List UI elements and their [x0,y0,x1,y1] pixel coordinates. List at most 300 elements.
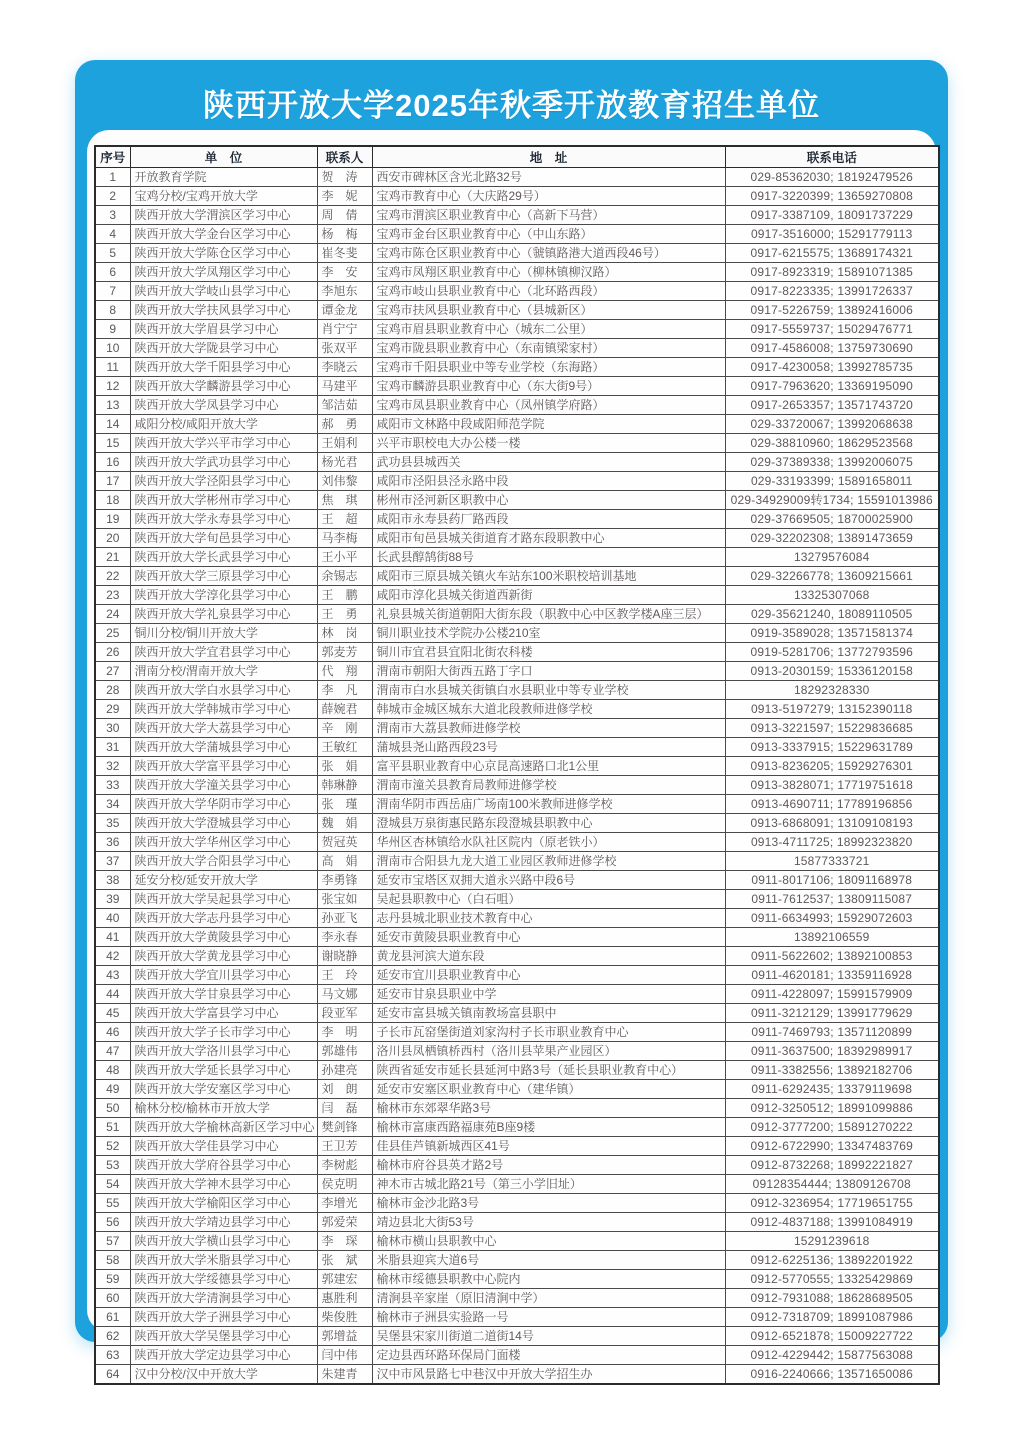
phone: 0917-4230058; 13992785735 [725,358,939,377]
unit-name: 陕西开放大学横山县学习中心 [130,1232,317,1251]
phone: 0912-3250512; 18991099886 [725,1099,939,1118]
phone: 0911-6634993; 15929072603 [725,909,939,928]
row-number: 22 [95,567,130,586]
row-number: 55 [95,1194,130,1213]
address: 渭南市大荔县教师进修学校 [372,719,725,738]
address: 米脂县迎宾大道6号 [372,1251,725,1270]
row-number: 31 [95,738,130,757]
contact-name: 邹洁茹 [317,396,372,415]
phone: 029-32266778; 13609215661 [725,567,939,586]
unit-name: 铜川分校/铜川开放大学 [130,624,317,643]
contact-name: 樊剑锋 [317,1118,372,1137]
phone: 0911-8017106; 18091168978 [725,871,939,890]
phone: 029-37389338; 13992006075 [725,453,939,472]
row-number: 20 [95,529,130,548]
table-body [95,168,939,1385]
row-number: 28 [95,681,130,700]
unit-name: 陕西开放大学榆阳区学习中心 [130,1194,317,1213]
phone: 13279576084 [725,548,939,567]
row-number: 9 [95,320,130,339]
phone: 0917-2653357; 13571743720 [725,396,939,415]
row-number: 11 [95,358,130,377]
address: 宝鸡市凤翔区职业教育中心（柳林镇柳汉路） [372,263,725,282]
address: 宝鸡市扶风县职业教育中心（县城新区） [372,301,725,320]
address: 咸阳市泾阳县泾永路中段 [372,472,725,491]
table-row [95,985,939,1004]
table-row [95,1099,939,1118]
unit-name: 陕西开放大学岐山县学习中心 [130,282,317,301]
unit-name: 陕西开放大学黄龙县学习中心 [130,947,317,966]
phone: 0919-3589028; 13571581374 [725,624,939,643]
table-row [95,244,939,263]
address: 富平县职业教育中心京昆高速路口北1公里 [372,757,725,776]
unit-name: 陕西开放大学凤翔区学习中心 [130,263,317,282]
unit-name: 榆林分校/榆林市开放大学 [130,1099,317,1118]
phone: 0912-7931088; 18628689505 [725,1289,939,1308]
phone: 0911-3212129; 13991779629 [725,1004,939,1023]
row-number: 48 [95,1061,130,1080]
unit-name: 陕西开放大学府谷县学习中心 [130,1156,317,1175]
table-row [95,377,939,396]
contact-name: 林 岗 [317,624,372,643]
unit-name: 陕西开放大学华阴市学习中心 [130,795,317,814]
contact-name: 高 娟 [317,852,372,871]
row-number: 45 [95,1004,130,1023]
address: 延安市富县城关镇南教场富县职中 [372,1004,725,1023]
row-number: 14 [95,415,130,434]
contact-name: 李 安 [317,263,372,282]
unit-name: 陕西开放大学富平县学习中心 [130,757,317,776]
address: 蒲城县尧山路西段23号 [372,738,725,757]
table-panel [87,130,936,1381]
unit-name: 陕西开放大学韩城市学习中心 [130,700,317,719]
phone: 0913-3221597; 15229836685 [725,719,939,738]
table-row [95,396,939,415]
phone: 0911-5622602; 13892100853 [725,947,939,966]
phone: 029-32202308; 13891473659 [725,529,939,548]
address: 武功县县城西关 [372,453,725,472]
contact-name: 朱建青 [317,1365,372,1385]
row-number: 16 [95,453,130,472]
table-row [95,852,939,871]
row-number: 13 [95,396,130,415]
phone: 0913-6868091; 13109108193 [725,814,939,833]
address: 榆林市府谷县英才路2号 [372,1156,725,1175]
table-header-row [95,146,939,168]
table-row [95,1232,939,1251]
address: 榆林市子洲县实验路一号 [372,1308,725,1327]
phone: 0917-3387109, 18091737229 [725,206,939,225]
contact-name: 李勇锋 [317,871,372,890]
phone: 0913-4690711; 17789196856 [725,795,939,814]
contact-name: 王敏红 [317,738,372,757]
contact-name: 李旭东 [317,282,372,301]
contact-name: 魏 娟 [317,814,372,833]
table-row [95,225,939,244]
table-row [95,1004,939,1023]
unit-name: 陕西开放大学宜川县学习中心 [130,966,317,985]
address: 延安市安塞区职业教育中心（建华镇） [372,1080,725,1099]
phone: 029-33720067; 13992068638 [725,415,939,434]
unit-name: 陕西开放大学蒲城县学习中心 [130,738,317,757]
row-number: 7 [95,282,130,301]
phone: 0911-3637500; 18392989917 [725,1042,939,1061]
address: 长武县醇鹄街88号 [372,548,725,567]
unit-name: 渭南分校/渭南开放大学 [130,662,317,681]
unit-name: 陕西开放大学绥德县学习中心 [130,1270,317,1289]
contact-name: 张双平 [317,339,372,358]
row-number: 53 [95,1156,130,1175]
column-header-contact: 联系人 [317,146,372,168]
unit-name: 陕西开放大学洛川县学习中心 [130,1042,317,1061]
row-number: 33 [95,776,130,795]
table-row [95,358,939,377]
row-number: 8 [95,301,130,320]
unit-name: 陕西开放大学合阳县学习中心 [130,852,317,871]
contact-name: 郭增益 [317,1327,372,1346]
phone: 0917-7963620; 13369195090 [725,377,939,396]
row-number: 15 [95,434,130,453]
table-row [95,1156,939,1175]
row-number: 60 [95,1289,130,1308]
phone: 0917-3220399; 13659270808 [725,187,939,206]
address: 宝鸡市眉县职业教育中心（城东二公里） [372,320,725,339]
table-row [95,833,939,852]
contact-name: 谢晓静 [317,947,372,966]
address: 吴起县职教中心（白石咀） [372,890,725,909]
address: 宝鸡市陇县职业教育中心（东南镇梁家村） [372,339,725,358]
row-number: 34 [95,795,130,814]
contact-name: 李 凡 [317,681,372,700]
address: 佳县佳芦镇新城西区41号 [372,1137,725,1156]
table-row [95,757,939,776]
phone: 13892106559 [725,928,939,947]
table-row [95,719,939,738]
contact-name: 韩琳静 [317,776,372,795]
contact-name: 余锡志 [317,567,372,586]
row-number: 4 [95,225,130,244]
contact-name: 郝 勇 [317,415,372,434]
phone: 0912-4837188; 13991084919 [725,1213,939,1232]
address: 澄城县万泉街惠民路东段澄城县职教中心 [372,814,725,833]
row-number: 19 [95,510,130,529]
table-row [95,1061,939,1080]
phone: 0912-7318709; 18991087986 [725,1308,939,1327]
unit-name: 陕西开放大学宜君县学习中心 [130,643,317,662]
phone: 0912-4229442; 15877563088 [725,1346,939,1365]
column-header-unit: 单 位 [130,146,317,168]
address: 榆林市横山县职教中心 [372,1232,725,1251]
contact-name: 李永春 [317,928,372,947]
phone: 029-37669505; 18700025900 [725,510,939,529]
phone: 0916-2240666; 13571650086 [725,1365,939,1385]
row-number: 10 [95,339,130,358]
address: 华州区杏林镇给水队社区院内（原老铁小） [372,833,725,852]
table-row [95,947,939,966]
contact-name: 杨光君 [317,453,372,472]
unit-name: 陕西开放大学白水县学习中心 [130,681,317,700]
row-number: 50 [95,1099,130,1118]
table-row [95,282,939,301]
address: 咸阳市文林路中段咸阳师范学院 [372,415,725,434]
unit-name: 陕西开放大学武功县学习中心 [130,453,317,472]
address: 礼泉县城关街道朝阳大街东段（职教中心中区教学楼A座三层） [372,605,725,624]
address: 靖边县北大街53号 [372,1213,725,1232]
contact-name: 周 倩 [317,206,372,225]
table-row [95,1346,939,1365]
unit-name: 陕西开放大学旬邑县学习中心 [130,529,317,548]
unit-name: 陕西开放大学永寿县学习中心 [130,510,317,529]
contact-name: 郭雄伟 [317,1042,372,1061]
row-number: 56 [95,1213,130,1232]
unit-name: 咸阳分校/咸阳开放大学 [130,415,317,434]
table-row [95,1118,939,1137]
contact-name: 马文娜 [317,985,372,1004]
contact-name: 刘伟黎 [317,472,372,491]
unit-name: 陕西开放大学志丹县学习中心 [130,909,317,928]
unit-name: 延安分校/延安开放大学 [130,871,317,890]
table-row [95,1270,939,1289]
phone: 0917-4586008; 13759730690 [725,339,939,358]
table-row [95,567,939,586]
address: 渭南市潼关县教育局教师进修学校 [372,776,725,795]
contact-name: 王 玲 [317,966,372,985]
table-row [95,605,939,624]
table-row [95,700,939,719]
contact-name: 辛 刚 [317,719,372,738]
table-row [95,263,939,282]
unit-name: 陕西开放大学富县学习中心 [130,1004,317,1023]
address: 渭南市合阳县九龙大道工业园区教师进修学校 [372,852,725,871]
address: 志丹县城北职业技术教育中心 [372,909,725,928]
contact-name: 杨 梅 [317,225,372,244]
address: 黄龙县河滨大道东段 [372,947,725,966]
table-row [95,1137,939,1156]
contact-name: 马建平 [317,377,372,396]
phone: 0913-8236205; 15929276301 [725,757,939,776]
table-row [95,1213,939,1232]
contact-name: 马李梅 [317,529,372,548]
table-row [95,1175,939,1194]
contact-name: 王 超 [317,510,372,529]
row-number: 5 [95,244,130,263]
unit-name: 陕西开放大学千阳县学习中心 [130,358,317,377]
phone: 15291239618 [725,1232,939,1251]
phone: 0913-5197279; 13152390118 [725,700,939,719]
unit-name: 陕西开放大学彬州市学习中心 [130,491,317,510]
contact-name: 闫 磊 [317,1099,372,1118]
phone: 0917-8923319; 15891071385 [725,263,939,282]
contact-name: 贺 涛 [317,168,372,187]
row-number: 47 [95,1042,130,1061]
phone: 0919-5281706; 13772793596 [725,643,939,662]
contact-name: 李 妮 [317,187,372,206]
phone: 0913-2030159; 15336120158 [725,662,939,681]
table-row [95,472,939,491]
unit-name: 陕西开放大学三原县学习中心 [130,567,317,586]
table-row [95,1365,939,1385]
address: 宝鸡市麟游县职业教育中心（东大街9号） [372,377,725,396]
unit-name: 汉中分校/汉中开放大学 [130,1365,317,1385]
row-number: 35 [95,814,130,833]
unit-name: 陕西开放大学潼关县学习中心 [130,776,317,795]
phone: 18292328330 [725,681,939,700]
phone: 0912-3236954; 17719651755 [725,1194,939,1213]
address: 西安市碑林区含光北路32号 [372,168,725,187]
unit-name: 陕西开放大学黄陵县学习中心 [130,928,317,947]
table-row [95,776,939,795]
address: 咸阳市淳化县城关街道西新街 [372,586,725,605]
column-header-index: 序号 [95,146,130,168]
row-number: 12 [95,377,130,396]
page-title: 陕西开放大学2025年秋季开放教育招生单位 [203,88,820,123]
table-row [95,320,939,339]
unit-name: 陕西开放大学眉县学习中心 [130,320,317,339]
table-row [95,453,939,472]
unit-name: 陕西开放大学靖边县学习中心 [130,1213,317,1232]
table-row [95,415,939,434]
flyer-blue-panel [75,60,948,1381]
table-row [95,662,939,681]
contact-name: 闫中伟 [317,1346,372,1365]
phone: 0917-6215575; 13689174321 [725,244,939,263]
unit-name: 陕西开放大学陇县学习中心 [130,339,317,358]
address: 宝鸡市教育中心（大庆路29号） [372,187,725,206]
phone: 0912-6722990; 13347483769 [725,1137,939,1156]
unit-name: 陕西开放大学金台区学习中心 [130,225,317,244]
address: 神木市古城北路21号（第三小学旧址） [372,1175,725,1194]
contact-name: 张 斌 [317,1251,372,1270]
address: 渭南市朝阳大街西五路丁字口 [372,662,725,681]
unit-name: 陕西开放大学子长市学习中心 [130,1023,317,1042]
contact-name: 王 勇 [317,605,372,624]
unit-name: 陕西开放大学大荔县学习中心 [130,719,317,738]
phone: 029-35621240, 18089110505 [725,605,939,624]
contact-name: 郭爱荣 [317,1213,372,1232]
unit-name: 陕西开放大学扶风县学习中心 [130,301,317,320]
row-number: 46 [95,1023,130,1042]
row-number: 57 [95,1232,130,1251]
unit-name: 陕西开放大学陈仓区学习中心 [130,244,317,263]
table-row [95,491,939,510]
row-number: 30 [95,719,130,738]
unit-name: 陕西开放大学吴堡县学习中心 [130,1327,317,1346]
address: 延安市甘泉县职业中学 [372,985,725,1004]
table-row [95,928,939,947]
row-number: 2 [95,187,130,206]
contact-name: 郭麦芳 [317,643,372,662]
row-number: 37 [95,852,130,871]
phone: 0913-3828071; 17719751618 [725,776,939,795]
address: 子长市瓦窑堡街道刘家沟村子长市职业教育中心 [372,1023,725,1042]
row-number: 58 [95,1251,130,1270]
table-row [95,1327,939,1346]
row-number: 18 [95,491,130,510]
address: 兴平市职校电大办公楼一楼 [372,434,725,453]
contact-name: 代 翔 [317,662,372,681]
address: 榆林市金沙北路3号 [372,1194,725,1213]
phone: 029-38810960; 18629523568 [725,434,939,453]
row-number: 40 [95,909,130,928]
unit-name: 陕西开放大学澄城县学习中心 [130,814,317,833]
unit-name: 陕西开放大学米脂县学习中心 [130,1251,317,1270]
address: 延安市宜川县职业教育中心 [372,966,725,985]
contact-name: 侯克明 [317,1175,372,1194]
row-number: 29 [95,700,130,719]
row-number: 63 [95,1346,130,1365]
phone: 0911-3382556; 13892182706 [725,1061,939,1080]
address: 陕西省延安市延长县延河中路3号（延长县职业教育中心） [372,1061,725,1080]
phone: 0912-3777200; 15891270222 [725,1118,939,1137]
unit-name: 陕西开放大学定边县学习中心 [130,1346,317,1365]
table-row [95,1042,939,1061]
phone: 029-33193399; 15891658011 [725,472,939,491]
table-row [95,529,939,548]
contact-name: 张 娟 [317,757,372,776]
table-row [95,1251,939,1270]
contact-name: 柴俊胜 [317,1308,372,1327]
unit-name: 陕西开放大学安塞区学习中心 [130,1080,317,1099]
address: 彬州市泾河新区职教中心 [372,491,725,510]
contact-name: 郭建宏 [317,1270,372,1289]
unit-name: 陕西开放大学长武县学习中心 [130,548,317,567]
address: 咸阳市永寿县药厂路西段 [372,510,725,529]
address: 汉中市风景路七中巷汉中开放大学招生办 [372,1365,725,1385]
row-number: 61 [95,1308,130,1327]
address: 咸阳市三原县城关镇火车站东100米职校培训基地 [372,567,725,586]
unit-name: 陕西开放大学淳化县学习中心 [130,586,317,605]
contact-name: 李晓云 [317,358,372,377]
table-row [95,510,939,529]
address: 韩城市金城区城东大道北段教师进修学校 [372,700,725,719]
phone: 0911-7612537; 13809115087 [725,890,939,909]
row-number: 43 [95,966,130,985]
row-number: 41 [95,928,130,947]
row-number: 21 [95,548,130,567]
phone: 029-85362030; 18192479526 [725,168,939,187]
phone: 0917-5226759; 13892416006 [725,301,939,320]
unit-name: 宝鸡分校/宝鸡开放大学 [130,187,317,206]
contact-name: 薛婉君 [317,700,372,719]
table-row [95,738,939,757]
enrollment-units-table [94,145,940,1385]
address: 宝鸡市岐山县职业教育中心（北环路西段） [372,282,725,301]
unit-name: 开放教育学院 [130,168,317,187]
phone: 15877333721 [725,852,939,871]
contact-name: 贺冠英 [317,833,372,852]
row-number: 26 [95,643,130,662]
row-number: 25 [95,624,130,643]
unit-name: 陕西开放大学渭滨区学习中心 [130,206,317,225]
address: 榆林市东郊翠华路3号 [372,1099,725,1118]
table-row [95,643,939,662]
table-row [95,1308,939,1327]
row-number: 59 [95,1270,130,1289]
contact-name: 孙建亮 [317,1061,372,1080]
unit-name: 陕西开放大学吴起县学习中心 [130,890,317,909]
row-number: 1 [95,168,130,187]
address: 延安市宝塔区双拥大道永兴路中段6号 [372,871,725,890]
unit-name: 陕西开放大学凤县学习中心 [130,396,317,415]
row-number: 54 [95,1175,130,1194]
phone: 029-34929009转1734; 15591013986 [725,491,939,510]
contact-name: 王娟利 [317,434,372,453]
table-row [95,586,939,605]
table-row [95,681,939,700]
phone: 13325307068 [725,586,939,605]
table-row [95,1194,939,1213]
row-number: 42 [95,947,130,966]
